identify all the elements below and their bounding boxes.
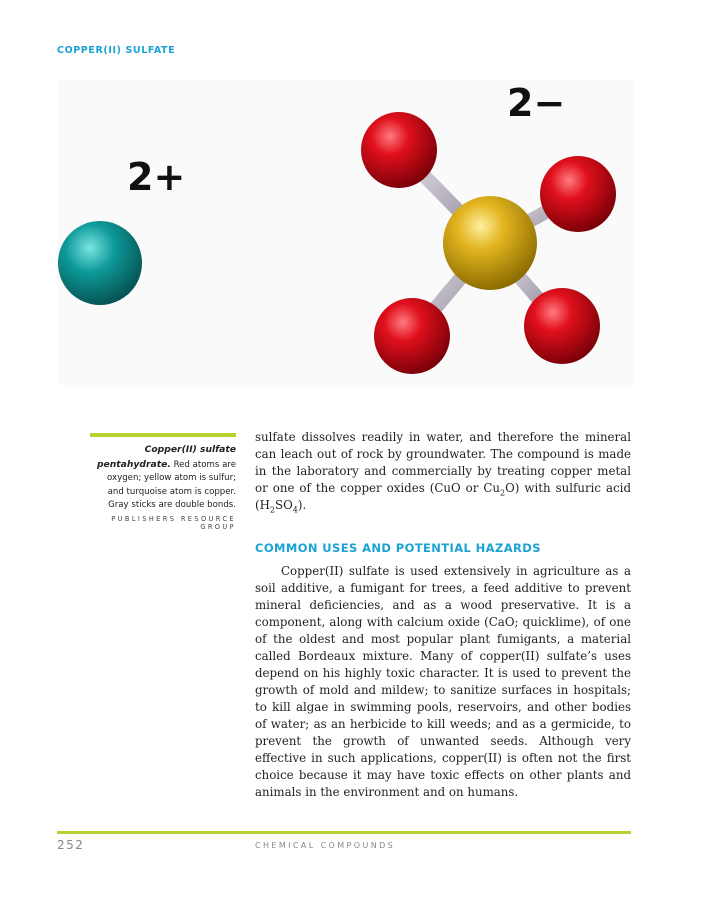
oxygen-atom: [524, 288, 600, 364]
intro-text: sulfate dissolves readily in water, and therefore the mineral can leach out of rock by groundwater. The compound is made in the laboratory and commercially by treating copper metal or one of the copper oxides (CuO or Cu: [255, 430, 631, 495]
molecule-diagram: [57, 80, 633, 385]
section-heading: COMMON USES AND POTENTIAL HAZARDS: [255, 541, 541, 555]
cation-charge-label: 2+: [127, 155, 186, 199]
intro-paragraph: [255, 429, 631, 514]
molecule-figure: [57, 80, 633, 385]
photo-credit: PUBLISHERS RESOURCE GROUP: [111, 514, 236, 531]
book-title: CHEMICAL COMPOUNDS: [255, 841, 396, 850]
subscript: 2: [269, 505, 275, 515]
oxygen-atom: [374, 298, 450, 374]
subscript: 2: [500, 488, 506, 498]
oxygen-atom: [540, 156, 616, 232]
intro-text: ).: [297, 498, 307, 512]
intro-text: O) with sulfuric acid (H: [255, 481, 631, 512]
caption-lead: Copper(II) sulfate pentahydrate.: [96, 444, 236, 470]
page-number: 252: [57, 838, 85, 852]
uses-text: Copper(II) sulfate is used extensively in agriculture as a soil additive, a fumigant for trees, a feed additive to prevent mineral deficiencies, and as a wood preservative. It is a component, along with calcium oxide (CaO; quicklime), of one of the oldest and most popular plant fumigants, a material called Bordeaux mixture. Many of copper(II) sulfate’s uses depend on his highly toxic character. It is used to prevent the growth of mold and mildew; to sanitize surfaces in hospitals; to kill algae in swimming pools, reservoirs, and other bodies of water; as an herbicide to kill weeds; and as a germicide, to prevent the growth of unwanted seeds. Although very effective in such applications, copper(II) is often not the first choice because it may have toxic effects on other plants and animals in the environment and on humans.: [255, 564, 631, 799]
sulfur-atom: [443, 196, 537, 290]
subscript: 4: [292, 505, 298, 515]
anion-charge-label: 2−: [507, 81, 566, 125]
uses-paragraph: [255, 563, 631, 801]
figure-caption: [90, 433, 236, 531]
footer-rule: [57, 831, 631, 834]
caption-body: Red atoms are oxygen; yellow atom is sulfur; and turquoise atom is copper. Gray sticks are double bonds.: [107, 459, 236, 511]
caption-text: [90, 443, 236, 513]
intro-text: SO: [274, 498, 293, 512]
copper-atom: [58, 221, 142, 305]
running-head: COPPER(II) SULFATE: [57, 45, 176, 56]
oxygen-atom: [361, 112, 437, 188]
